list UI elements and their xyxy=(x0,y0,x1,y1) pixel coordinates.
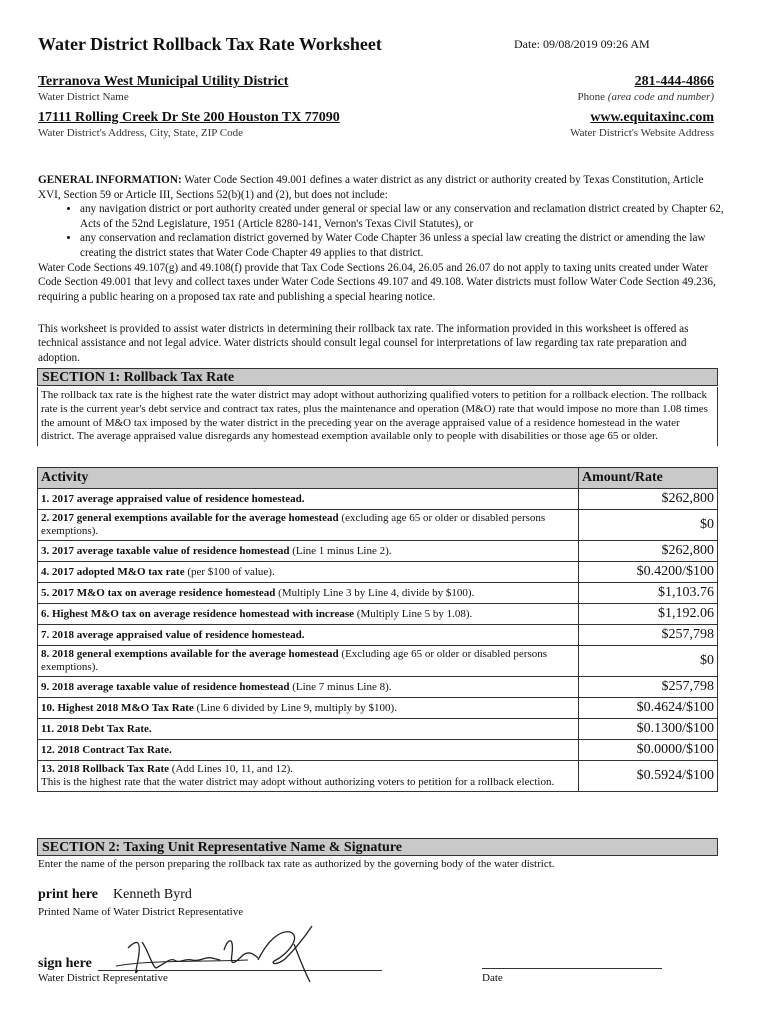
table-header-row xyxy=(38,468,718,489)
district-name: Terranova West Municipal Utility District xyxy=(38,74,289,89)
activity-cell xyxy=(38,677,579,698)
activity-line-title: 1. 2017 average appraised value of residence homestead. xyxy=(41,492,305,505)
general-info-text: Water Code Section 49.001 defines a water district as any district or authority created by Texas Constitution, Article XVI, Section 59 or Article III, Sections 52(b)(1) and (2), but does not include: xyxy=(38,174,704,201)
section1-description: The rollback tax rate is the highest rate the water district may adopt without authorizing qualified voters to petition for a rollback election. The rollback rate is the current year's debt service and contract tax rates, plus the maintenance and operation (M&O) rate that would impose no more than 1.08 times the amount of M&O tax imposed by the water district in the preceding year on the average appraised value of a residence homestead in the water district. The average appraised value disregards any homestead exemption available only to people with disabilities or those age 65 or older. xyxy=(37,387,718,446)
table-row xyxy=(38,510,718,541)
amount-cell: $0.4200/$100 xyxy=(579,562,718,583)
district-website: www.equitaxinc.com xyxy=(590,110,714,125)
table-row xyxy=(38,761,718,792)
table-row xyxy=(38,604,718,625)
amount-cell: $1,103.76 xyxy=(579,583,718,604)
activity-line-title: 9. 2018 average taxable value of residence homestead xyxy=(41,680,290,693)
district-name-block xyxy=(38,74,288,103)
activity-line-note: (Add Lines 10, 11, and 12). xyxy=(169,763,293,775)
table-row xyxy=(38,719,718,740)
general-information xyxy=(38,173,728,304)
amount-cell: $0.0000/$100 xyxy=(579,740,718,761)
amount-cell: $0.1300/$100 xyxy=(579,719,718,740)
page-title: Water District Rollback Tax Rate Worksheet xyxy=(38,34,382,54)
activity-line-title: 8. 2018 general exemptions available for the average homestead xyxy=(41,648,339,660)
table-row xyxy=(38,562,718,583)
activity-line-note: (Multiply Line 5 by 1.08). xyxy=(354,607,473,620)
amount-cell: $0 xyxy=(579,646,718,677)
general-info-bullet: • any navigation district or port authority created under general or special law or any conservation and reclamation district created by Chapter 62, Acts of the 52nd Legislature, 1951 (Article 8280-141, Vernon's Texas Civil Statutes), or xyxy=(80,202,728,231)
section2-description: Enter the name of the person preparing the rollback tax rate as authorized by the governing body of the water district. xyxy=(38,858,555,870)
section2-heading: SECTION 2: Taxing Unit Representative Name & Signature xyxy=(37,838,718,856)
amount-cell: $262,800 xyxy=(579,541,718,562)
handwritten-signature xyxy=(108,920,318,984)
activity-cell xyxy=(38,740,579,761)
activity-line-title: 10. Highest 2018 M&O Tax Rate xyxy=(41,701,194,714)
activity-line-note: (Line 1 minus Line 2). xyxy=(289,544,392,557)
activity-line-title: 5. 2017 M&O tax on average residence homestead xyxy=(41,586,276,599)
activity-cell xyxy=(38,562,579,583)
table-row xyxy=(38,541,718,562)
amount-cell: $262,800 xyxy=(579,489,718,510)
activity-cell xyxy=(38,646,579,677)
activity-line-title: 6. Highest M&O tax on average residence homestead with increase xyxy=(41,607,355,620)
activity-line-extra: This is the highest rate that the water district may adopt without authorizing voters to petition for a rollback election. xyxy=(41,776,555,788)
website-label: Water District's Website Address xyxy=(570,127,714,139)
activity-cell xyxy=(38,583,579,604)
address-block xyxy=(38,110,340,139)
district-name-label: Water District Name xyxy=(38,91,129,103)
table-row xyxy=(38,489,718,510)
activity-line-title: 4. 2017 adopted M&O tax rate xyxy=(41,565,185,578)
phone-label-prefix: Phone xyxy=(577,91,606,103)
activity-cell xyxy=(38,761,579,792)
amount-cell: $0.4624/$100 xyxy=(579,698,718,719)
date-caption: Date xyxy=(482,972,503,984)
printed-name-value[interactable]: Kenneth Byrd xyxy=(113,887,192,902)
activity-cell xyxy=(38,698,579,719)
general-info-heading: GENERAL INFORMATION: xyxy=(38,174,182,186)
activity-line-title: 11. 2018 Debt Tax Rate. xyxy=(41,722,152,735)
activity-cell xyxy=(38,719,579,740)
general-info-bullet: • any conservation and reclamation district governed by Water Code Chapter 36 unless a special law creating the district or amending the law creating the district states that Water Code Chapter 49 applies to that district. xyxy=(80,231,728,260)
activity-column-header: Activity xyxy=(38,468,579,489)
printed-name-caption: Printed Name of Water District Representative xyxy=(38,906,244,918)
amount-cell: $0.5924/$100 xyxy=(579,761,718,792)
activity-line-note: (excluding age 65 or older or disabled persons exemptions). xyxy=(41,512,546,537)
phone-label xyxy=(578,91,714,103)
general-info-closing: Water Code Sections 49.107(g) and 49.108(f) provide that Tax Code Sections 26.04, 26.05 and 26.07 do not apply to taxing units created under Water Code Section 49.001 that levy and collect taxes under Water Code Sections 49.107 and 49.108. Water districts must follow Water Code Section 49.236, requiring a public hearing on a proposed tax rate and publishing a special hearing notice. xyxy=(38,261,716,303)
activity-line-note: (Multiply Line 3 by Line 4, divide by $100). xyxy=(275,586,475,599)
activity-line-title: 7. 2018 average appraised value of residence homestead. xyxy=(41,628,305,641)
activity-line-title: 2. 2017 general exemptions available for the average homestead xyxy=(41,512,339,524)
section1-heading: SECTION 1: Rollback Tax Rate xyxy=(37,368,718,386)
address-label: Water District's Address, City, State, ZIP Code xyxy=(38,127,243,139)
activity-cell xyxy=(38,489,579,510)
table-row xyxy=(38,740,718,761)
amount-column-header: Amount/Rate xyxy=(579,468,718,489)
activity-line-note: (Excluding age 65 or older or disabled persons exemptions). xyxy=(41,648,548,673)
table-row xyxy=(38,646,718,677)
amount-cell: $0 xyxy=(579,510,718,541)
intro-paragraph: This worksheet is provided to assist water districts in determining their rollback tax rate. The information provided in this worksheet is offered as technical assistance and not legal advice. Water districts should consult legal counsel for interpretations of law regarding tax rate preparation and adoption. xyxy=(38,323,689,364)
table-row xyxy=(38,583,718,604)
activity-line-title: 12. 2018 Contract Tax Rate. xyxy=(41,743,172,756)
phone-block xyxy=(578,74,714,103)
print-here-label: print here xyxy=(38,887,99,902)
amount-cell: $257,798 xyxy=(579,625,718,646)
activity-table xyxy=(37,467,718,792)
activity-line-note: (Line 6 divided by Line 9, multiply by $100). xyxy=(193,701,397,714)
activity-line-note: (Line 7 minus Line 8). xyxy=(289,680,392,693)
activity-cell xyxy=(38,541,579,562)
signature-caption: Water District Representative xyxy=(38,972,168,984)
website-block xyxy=(570,110,714,139)
print-date: Date: 09/08/2019 09:26 AM xyxy=(514,37,650,51)
district-address: 17111 Rolling Creek Dr Ste 200 Houston TX 77090 xyxy=(38,110,340,125)
activity-cell xyxy=(38,510,579,541)
table-row xyxy=(38,698,718,719)
activity-line-title: 13. 2018 Rollback Tax Rate xyxy=(41,763,170,775)
amount-cell: $1,192.06 xyxy=(579,604,718,625)
amount-cell: $257,798 xyxy=(579,677,718,698)
table-row xyxy=(38,677,718,698)
activity-cell xyxy=(38,604,579,625)
activity-line-note: (per $100 of value). xyxy=(184,565,275,578)
phone-label-suffix: (area code and number) xyxy=(607,91,714,103)
district-phone: 281-444-4866 xyxy=(634,74,714,89)
activity-line-title: 3. 2017 average taxable value of residence homestead xyxy=(41,544,290,557)
sign-here-label: sign here xyxy=(38,956,92,971)
general-info-bullets xyxy=(38,202,728,260)
table-row xyxy=(38,625,718,646)
date-line[interactable] xyxy=(482,968,662,969)
activity-cell xyxy=(38,625,579,646)
